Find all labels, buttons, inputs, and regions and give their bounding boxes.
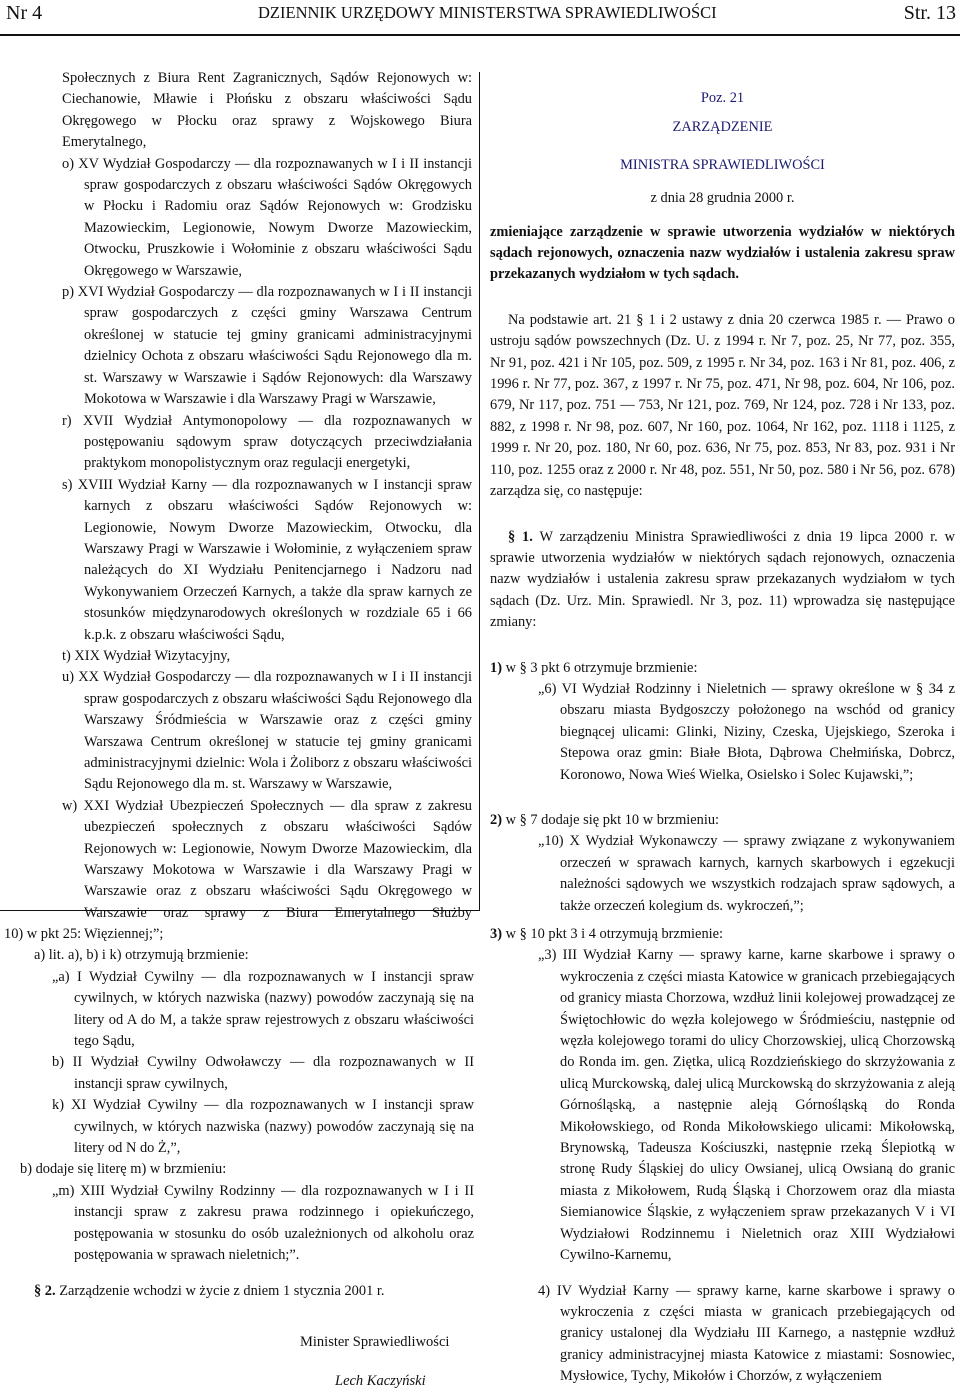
amendment-k: k) XI Wydział Cywilny — dla rozpoznawanych w I instancji spraw cywilnych, w których nazwiska (nazwy) powodów zaczynają się na litery od N do Ż,”, [52,1097,474,1157]
subpoint-a-intro: a) lit. a), b) i k) otrzymują brzmienie: [34,947,249,964]
document-subject: zmieniające zarządzenie w sprawie utworzenia wydziałów w niektórych sądach rejonowych, oznaczenia nazw wydziałów i ustalenia zakresu spraw przekazanych wydziałom w tych sądach. [490,223,955,283]
change-3-text: „3) III Wydział Karny — sprawy karne, karne skarbowe i sprawy o wykroczenia z części miasta Katowice w granicach przebiegających od granicy miasta Chorzowa, wzdłuż linii kolejowej prowadzącej ze Świętochłowic do węzła kolejowego w Śródmieściu, następnie od węzła kolejowego torami do ulicy Chorzowskiej, ulicą Chorzowską do Ronda im. gen. Ziętka, ulicą Rozdzieńskiego do skrzyżowania z ulicą Murckowską, dalej ulicą Murckowską do skrzyżowania z aleją Górnośląską, a następnie aleją Górnośląską do Ronda Mikołowskiego, od Ronda Mikołowskiego ulicami: Mikołowską, Brynowską, Tadeusza Kościuszki, następnie rzeką Ślepiotką w stronę Rudy Śląskiej do ulicy Owsianej, ulicą Owsianą do granic miasta z Mikołowem, Rudą Śląską i Chorzowem oraz dla miasta Siemianowice Śląskie, z wyłączeniem spraw przekazanych V i VI Wydziałowi Rodzinnemu i Nieletnich oraz XIII Wydziałowi Cywilno-Karnemu, [538,947,955,1264]
paragraph-2-sign: § 2. [34,1282,56,1299]
change-1-intro [490,658,955,679]
column-divider [479,72,480,910]
change-4-text: 4) IV Wydział Karny — sprawy karne, karne skarbowe i sprawy o wykroczenia z części miasta w granicach przebiegających od granicy ustalonej dla Wydziału III Karnego, a następnie wzdłuż granicy administracyjnej miasta Katowice z miastami: Sosnowiec, Mysłowice, Tychy, Mikołów i Chorzów, z wyłączeniem [538,1282,955,1385]
issuer: MINISTRA SPRAWIEDLIWOŚCI [620,156,825,173]
item-p: p) XVI Wydział Gospodarczy — dla rozpoznawanych w I i II instancji spraw gospodarczych z części gminy Warszawa Centrum określonej w statucie tej gminy granicami administracyjnymi dzielnicy Ochota z obszaru właściwości Sądu Rejonowego dla m. st. Warszawy w Warszawie i Sądów Rejonowych: dla Warszawy Mokotowa w Warszawie i dla Warszawy Pragi w Warszawie, [62,284,472,408]
change-1-heading: w § 3 pkt 6 otrzymuje brzmienie: [505,659,698,676]
amendment-a: „a) I Wydział Cywilny — dla rozpoznawanych w I instancji spraw cywilnych, w których nazwiska (nazwy) powodów zaczynają się na litery od A do M, a także spraw rejestrowych z obszaru właściwości tego Sądu, [52,968,474,1050]
document-type: ZARZĄDZENIE [672,119,773,136]
left-column [62,68,472,946]
item-r: r) XVII Wydział Antymonopolowy — dla rozpoznawanych w postępowaniu sądowym spraw dotyczących przeciwdziałania praktykom monopolistycznym oraz regulacji energetyki, [62,412,472,472]
paragraph-1-text: W zarządzeniu Ministra Sprawiedliwości z dnia 19 lipca 2000 r. w sprawie utworzenia wydziałów w niektórych sądach rejonowych, oznaczenia nazw wydziałów i ustalenia zakresu spraw przekazanych wydziałom w tych sądach (Dz. Urz. Min. Sprawiedl. Nr 3, poz. 11) wprowadza się następujące zmiany: [490,528,955,631]
issue-number: Nr 4 [6,2,43,24]
left-bottom-section [4,924,474,1302]
change-2-text: „10) X Wydział Wykonawczy — sprawy związane z wykonywaniem orzeczeń w sprawach karnych, karnych skarbowych i egzekucji należności sądowych we wszystkich rodzajach spraw sądowych, a także orzeczeń kolegium ds. wykroczeń,”; [538,833,955,914]
right-column [490,88,955,917]
amendment-m: „m) XIII Wydział Cywilny Rodzinny — dla rozpoznawanych w I i II instancji spraw z zakresu prawa rodzinnego i opiekuńczego, postępowania w stosunku do osób uzależnionych od alkoholu oraz postępowania w sprawach nieletnich;”. [52,1182,474,1264]
left-intro: Społecznych z Biura Rent Zagranicznych, Sądów Rejonowych w: Ciechanowie, Mławie i Płońsku z obszaru właściwości Sądu Okręgowego w Płocku oraz sprawy z Wojskowego Biura Emerytalnego, [62,70,472,151]
subpoint-b-intro: b) dodaje się literę m) w brzmieniu: [20,1161,227,1178]
paragraph-1 [490,527,955,634]
signer-title: Minister Sprawiedliwości [300,1334,450,1350]
signer-name: Lech Kaczyński [335,1373,426,1389]
change-2-number: 2) [490,811,502,828]
change-1-text: „6) VI Wydział Rodzinny i Nieletnich — sprawy określone w § 34 z obszaru miasta Bydgoszczy położonego na wschód od granicy biegnącej ulicami: Glinki, Niziny, Czeska, Ujejskiego, Szeroka i Stepowa oraz gmin: Białe Błota, Dąbrowa Chełmińska, Dobrcz, Koronowo, Nowa Wieś Wielka, Osielsko i Solec Kujawski,”; [538,680,955,783]
journal-title: DZIENNIK URZĘDOWY MINISTERSTWA SPRAWIEDLIWOŚCI [258,3,717,22]
page-label: Str. 13 [903,2,956,24]
change-3-heading: w § 10 pkt 3 i 4 otrzymują brzmienie: [505,926,724,942]
amendment-b: b) II Wydział Cywilny Odwoławczy — dla rozpoznawanych w II instancji spraw cywilnych, [52,1054,474,1092]
change-2-heading: w § 7 dodaje się pkt 10 w brzmieniu: [505,811,720,828]
legal-basis: Na podstawie art. 21 § 1 i 2 ustawy z dnia 20 czerwca 1985 r. — Prawo o ustroju sądów powszechnych (Dz. U. z 1994 r. Nr 7, poz. 25, Nr 77, poz. 355, Nr 91, poz. 421 i Nr 105, poz. 509, z 1995 r. Nr 34, poz. 163 i Nr 81, poz. 406, z 1996 r. Nr 77, poz. 367, z 1997 r. Nr 75, poz. 471, Nr 98, poz. 604, Nr 106, poz. 679, Nr 117, poz. 751 — 753, Nr 121, poz. 769, Nr 124, poz. 728 i Nr 133, poz. 882, z 1998 r. Nr 98, poz. 607, Nr 160, poz. 1064, Nr 162, poz. 1118 i 1125, z 1999 r. Nr 20, poz. 180, Nr 60, poz. 636, Nr 75, poz. 853, Nr 83, poz. 931 i Nr 110, poz. 1255 oraz z 2000 r. Nr 48, poz. 551, Nr 50, poz. 580 i Nr 56, poz. 678) zarządza się, co następuje: [490,311,955,500]
item-t: t) XIX Wydział Wizytacyjny, [62,647,231,664]
paragraph-2 [4,1281,474,1302]
change-2-intro [490,810,955,831]
paragraph-2-text: Zarządzenie wchodzi w życie z dniem 1 stycznia 2001 r. [59,1282,385,1299]
item-o: o) XV Wydział Gospodarczy — dla rozpoznawanych w I i II instancji spraw gospodarczych z obszaru właściwości Sądów Okręgowych w Płocku i Radomiu oraz Sądów Rejonowych w: Grodzisku Mazowieckim, Legionowie, Nowym Dworze Mazowieckim, Otwocku, Pruszkowie i Wołominie z obszaru właściwości Sądu Okręgowego w Warszawie, [62,155,472,279]
position-number: Poz. 21 [700,90,745,106]
change-3-number: 3) [490,926,502,942]
change-3-intro [490,924,955,945]
document-date: z dnia 28 grudnia 2000 r. [650,190,795,207]
paragraph-1-sign: § 1. [508,528,533,545]
item-w: w) XXI Wydział Ubezpieczeń Społecznych — dla spraw z zakresu ubezpieczeń społecznych z obszaru właściwości Sądów Rejonowych w: Legionowie, Nowym Dworze Mazowieckim, dla Warszawy Mokotowa w Warszawie i dla Warszawy Pragi w Warszawie oraz z obszaru właściwości Sądu Okręgowego w Warszawie oraz sprawy z Biura Emerytalnego Służby Więziennej;”; [62,797,472,943]
pkt-25-heading: 10) w pkt 25: [4,926,82,942]
change-1-number: 1) [490,659,502,676]
item-u: u) XX Wydział Gospodarczy — dla rozpoznawanych w I i II instancji spraw gospodarczych z obszaru właściwości Sądu Rejonowego dla Warszawy Śródmieścia w Warszawie oraz z części gminy Warszawa Centrum określonej w statucie tej gminy granicami administracyjnymi dzielnic: Wola i Żoliborz z obszaru właściwości Sądu Rejonowego dla m. st. Warszawy w Warszawie, [62,669,472,793]
header-divider [0,34,960,36]
item-s: s) XVIII Wydział Karny — dla rozpoznawanych w I instancji spraw karnych z obszaru właściwości Sądów Rejonowych w: Legionowie, Nowym Dworze Mazowieckim, Otwocku, dla Warszawy Pragi w Warszawie i Wołominie, z wyłączeniem spraw należących do XI Wydziału Penitencjarnego i Nadzoru nad Wykonywaniem Orzeczeń Karnych, a także dla spraw karnych ze stosunków międzynarodowych określonych w rozdziale 65 i 66 k.p.k. z obszaru właściwości Sądu, [62,476,472,643]
right-bottom-section [490,924,955,1388]
page-header [0,0,960,34]
